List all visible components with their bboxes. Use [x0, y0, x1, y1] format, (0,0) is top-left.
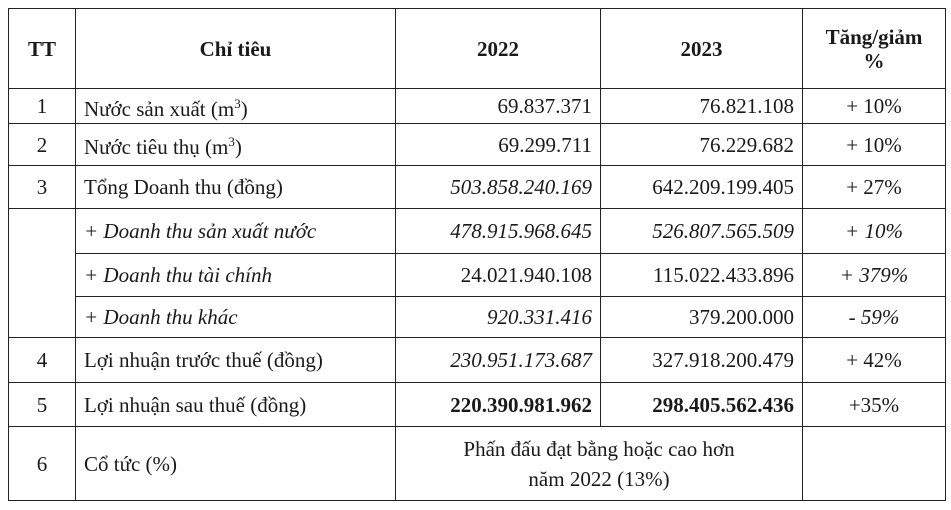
row-label: Nước sản xuất $(m^3)$	[76, 89, 396, 124]
value-2022: 69.837.371	[396, 89, 601, 124]
change-percent	[803, 427, 946, 501]
row-label: Cổ tức (%)	[76, 427, 396, 501]
value-2022: 69.299.711	[396, 124, 601, 166]
change-percent: + 10%	[803, 209, 946, 254]
row-label: + Doanh thu sản xuất nước	[76, 209, 396, 254]
change-percent: - 59%	[803, 297, 946, 338]
row-label: + Doanh thu tài chính	[76, 254, 396, 297]
business-results-table	[8, 8, 946, 501]
row-label: Tổng Doanh thu (đồng)	[76, 166, 396, 209]
value-2023: 526.807.565.509	[601, 209, 803, 254]
change-percent: + 379%	[803, 254, 946, 297]
row-tt: 2	[9, 124, 76, 166]
header-indicator: Chỉ tiêu	[76, 9, 396, 89]
row-tt: 6	[9, 427, 76, 501]
value-2022: 478.915.968.645	[396, 209, 601, 254]
change-percent: + 10%	[803, 89, 946, 124]
value-2023: 379.200.000	[601, 297, 803, 338]
change-percent: +35%	[803, 383, 946, 427]
value-2023: 76.229.682	[601, 124, 803, 166]
row-tt: 3	[9, 166, 76, 209]
table-row	[9, 338, 946, 383]
change-percent: + 10%	[803, 124, 946, 166]
table-row	[9, 209, 946, 254]
table-row	[9, 383, 946, 427]
value-2023: 642.209.199.405	[601, 166, 803, 209]
change-percent: + 42%	[803, 338, 946, 383]
value-2023: 115.022.433.896	[601, 254, 803, 297]
table-row	[9, 427, 946, 501]
table-row	[9, 89, 946, 124]
table-row	[9, 124, 946, 166]
table-row	[9, 166, 946, 209]
value-2022: 230.951.173.687	[396, 338, 601, 383]
dividend-target: Phấn đấu đạt bằng hoặc cao hơn năm 2022 (13%)	[396, 427, 803, 501]
row-label: Lợi nhuận trước thuế (đồng)	[76, 338, 396, 383]
value-2022: 220.390.981.962	[396, 383, 601, 427]
header-2022: 2022	[396, 9, 601, 89]
value-2023: 76.821.108	[601, 89, 803, 124]
row-label: Lợi nhuận sau thuế (đồng)	[76, 383, 396, 427]
value-2022: 503.858.240.169	[396, 166, 601, 209]
table-row	[9, 254, 946, 297]
header-row	[9, 9, 946, 89]
value-2022: 920.331.416	[396, 297, 601, 338]
header-2023: 2023	[601, 9, 803, 89]
row-tt: 1	[9, 89, 76, 124]
value-2023: 327.918.200.479	[601, 338, 803, 383]
row-tt: 4	[9, 338, 76, 383]
change-percent: + 27%	[803, 166, 946, 209]
row-label: + Doanh thu khác	[76, 297, 396, 338]
table-row	[9, 297, 946, 338]
value-2022: 24.021.940.108	[396, 254, 601, 297]
row-label: Nước tiêu thụ $(m^3)$	[76, 124, 396, 166]
value-2023: 298.405.562.436	[601, 383, 803, 427]
header-change: Tăng/giảm %	[803, 9, 946, 89]
row-tt	[9, 209, 76, 338]
header-tt: TT	[9, 9, 76, 89]
row-tt: 5	[9, 383, 76, 427]
